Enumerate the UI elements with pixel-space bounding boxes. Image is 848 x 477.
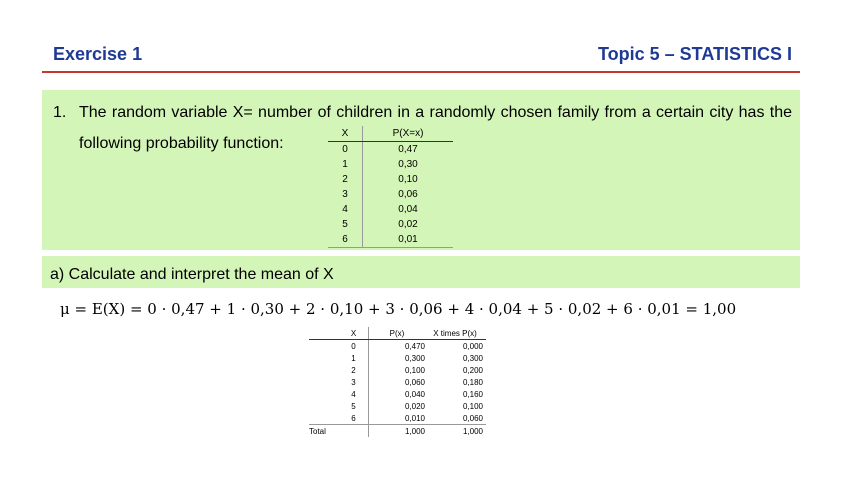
- calc-cell-x: 0: [339, 340, 369, 353]
- topic-title: Topic 5 – STATISTICS I: [597, 44, 792, 64]
- calc-cell-label: [309, 340, 339, 353]
- probability-table: [328, 126, 453, 248]
- calc-table-header-x: X: [339, 327, 369, 340]
- table-row: [309, 340, 486, 353]
- total-row: [309, 425, 486, 438]
- exercise-title: Exercise 1: [53, 44, 143, 64]
- total-calc-cell-label: Total: [309, 425, 339, 438]
- prob-cell-x: 3: [328, 187, 363, 202]
- calc-table-header-p: P(x): [369, 327, 428, 340]
- question-text-line2: following probability function:: [79, 135, 284, 152]
- prob-cell-x: 6: [328, 232, 363, 248]
- calc-cell-x: 6: [339, 412, 369, 425]
- calc-cell-p: 0,020: [404, 401, 425, 411]
- table-row: [309, 376, 486, 388]
- table-row: [328, 187, 453, 202]
- calc-cell-p: 0,100: [404, 365, 425, 375]
- part-a-label: a) Calculate and interpret the mean of X: [50, 266, 334, 283]
- prob-cell-p: 0,10: [398, 174, 418, 185]
- prob-cell-p: 0,47: [398, 144, 418, 155]
- table-row: [309, 364, 486, 376]
- calc-cell-p: 0,040: [404, 389, 425, 399]
- prob-cell-x: 2: [328, 172, 363, 187]
- prob-cell-x: 0: [328, 142, 363, 158]
- calc-table-header-xp: X times P(x): [427, 327, 486, 340]
- table-row: [328, 217, 453, 232]
- prob-table-header-p: P(X=x): [363, 126, 454, 142]
- calc-cell-x: 4: [339, 388, 369, 400]
- calc-cell-label: [309, 364, 339, 376]
- calc-cell-p: 0,010: [404, 413, 425, 423]
- prob-cell-p: 0,04: [398, 204, 418, 215]
- calc-cell-label: [309, 352, 339, 364]
- calc-cell-label: [309, 412, 339, 425]
- calc-cell-p: 0,060: [404, 377, 425, 387]
- table-row: [309, 388, 486, 400]
- table-row: [328, 232, 453, 248]
- calc-cell-xp: 0,160: [462, 389, 483, 399]
- table-row: [309, 412, 486, 425]
- calc-cell-x: 3: [339, 376, 369, 388]
- calc-cell-p: 0,300: [404, 353, 425, 363]
- calculation-table: [309, 327, 486, 437]
- prob-cell-x: 4: [328, 202, 363, 217]
- calc-cell-p: 0,470: [404, 341, 425, 351]
- calc-cell-xp: 0,060: [462, 413, 483, 423]
- prob-cell-x: 1: [328, 157, 363, 172]
- prob-cell-p: 0,01: [363, 232, 454, 248]
- calc-cell-label: [309, 400, 339, 412]
- calc-cell-x: 2: [339, 364, 369, 376]
- question-number: 1.: [53, 104, 67, 121]
- prob-cell-p: 0,06: [398, 189, 418, 200]
- table-row: [328, 172, 453, 187]
- table-row: [328, 142, 453, 158]
- prob-cell-p: 0,02: [398, 219, 418, 230]
- total-calc-cell-p: 1,000: [369, 425, 428, 438]
- calc-cell-xp: 0,000: [462, 341, 483, 351]
- header-divider: [42, 71, 800, 73]
- table-row: [309, 400, 486, 412]
- total-calc-cell-x: [339, 425, 369, 438]
- calc-cell-label: [309, 388, 339, 400]
- prob-table-header-x: X: [328, 126, 363, 142]
- table-row: [328, 157, 453, 172]
- calc-cell-label: [309, 376, 339, 388]
- mean-formula: μ = E(X) = 0 · 0,47 + 1 · 0,30 + 2 · 0,10 + 3 · 0,06 + 4 · 0,04 + 5 · 0,02 + 6 · 0,01 = 1,00: [60, 300, 737, 318]
- prob-cell-p: 0,30: [398, 159, 418, 170]
- calc-cell-x: 1: [339, 352, 369, 364]
- calc-cell-xp: 0,200: [462, 365, 483, 375]
- calc-cell-x: 5: [339, 400, 369, 412]
- total-calc-cell-xp: 1,000: [427, 425, 486, 438]
- prob-cell-x: 5: [328, 217, 363, 232]
- question-text-line1: The random variable X= number of children in a randomly chosen family from a certain city has the: [79, 104, 792, 121]
- table-row: [328, 202, 453, 217]
- calc-cell-xp: 0,100: [462, 401, 483, 411]
- table-row: [309, 352, 486, 364]
- calc-cell-xp: 0,180: [462, 377, 483, 387]
- calc-table-header-label: [309, 327, 339, 340]
- calc-cell-xp: 0,300: [462, 353, 483, 363]
